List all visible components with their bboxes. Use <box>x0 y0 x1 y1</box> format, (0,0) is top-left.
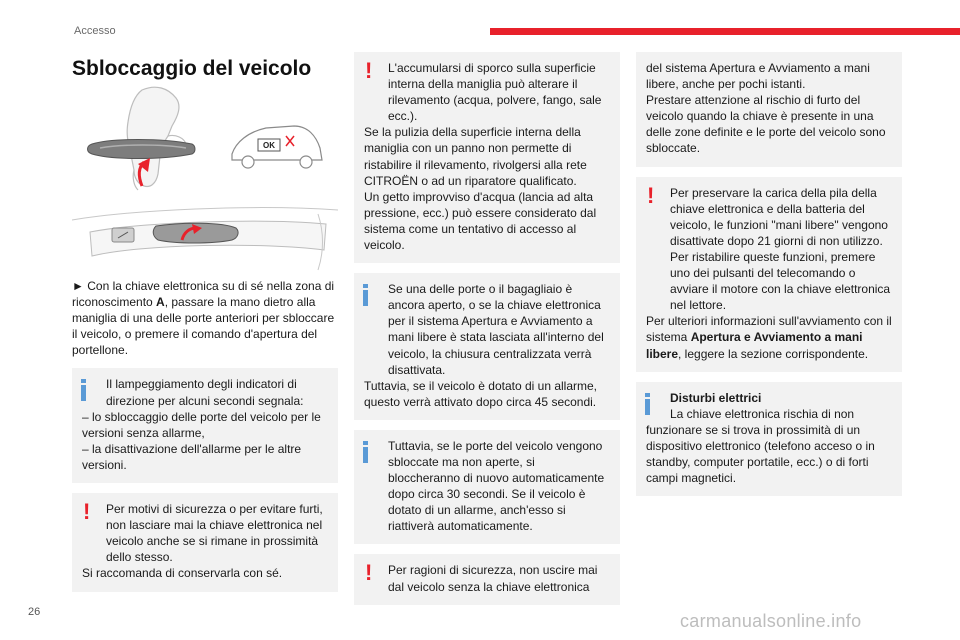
box-line: L'accumularsi di sporco sulla superficie interna della maniglia può alterare il rilevamento (acqua, polvere, fango, sale ecc.). <box>388 61 602 124</box>
box-line: Il lampeggiamento degli indicatori di direzione per alcuni secondi segnala: <box>106 377 304 408</box>
page-title: Sbloccaggio del veicolo <box>72 57 312 80</box>
section-label: Accesso <box>74 25 116 37</box>
box-line: La chiave elettronica rischia di non funzionare se si trova in prossimità di un dispositivo elettronico (telefono acceso o in standby, computer portatile, ecc.) o di forti campi magnetici. <box>646 406 875 486</box>
column-3 <box>636 52 902 506</box>
warning-icon: ! <box>83 499 91 525</box>
warning-icon: ! <box>365 58 373 83</box>
reference-text-post: , leggere la sezione corrispondente. <box>678 346 869 361</box>
box-line: Si raccomanda di conservarla con sé. <box>82 566 283 581</box>
badge-ok-text: OK <box>263 141 275 150</box>
box-line: – la disattivazione dell'allarme per le altre versioni. <box>82 441 302 472</box>
info-icon <box>645 393 650 415</box>
box-title-text: Disturbi elettrici <box>670 390 762 405</box>
warning-box-battery <box>636 177 902 372</box>
header-accent-bar <box>490 28 960 35</box>
intro-text-pre: Con la chiave elettronica su di sé nella zona di riconoscimento <box>72 279 335 310</box>
warning-icon: ! <box>365 560 373 586</box>
box-line: Se la pulizia della superficie interna della maniglia con un panno non permette di ristabilire il rilevamento, rivolgersi alla rete CITROËN o ad un riparatore qualificato. <box>364 125 587 188</box>
intro-paragraph <box>72 278 338 358</box>
info-box-electrical <box>636 382 902 497</box>
box-line: Per motivi di sicurezza o per evitare furti, non lasciare mai la chiave elettronica nel veicolo anche se si rimane in prossimità dello stesso. <box>106 502 323 565</box>
info-icon <box>81 379 86 401</box>
info-box-relock <box>354 430 620 545</box>
info-icon <box>363 284 368 306</box>
column-2 <box>354 52 620 615</box>
box-line: Un getto improvviso d'acqua (lancia ad alta pressione, ecc.) può essere considerato dal sistema come un tentativo di accesso al veicolo. <box>364 189 597 253</box>
info-box-indicators <box>72 368 338 483</box>
warning-box-continued <box>636 52 902 167</box>
box-line: Prestare attenzione al rischio di furto del veicolo quando la chiave è presente in una delle zone definite e le porte del veicolo sono sbloccate. <box>646 93 886 156</box>
box-title <box>646 390 892 406</box>
box-line: Tuttavia, se le porte del veicolo vengono sbloccate ma non aperte, si bloccheranno di nuovo automaticamente dopo circa 30 secondi. Se il veicolo è dotato di un allarme, anch'esso si riattiverà automaticamente. <box>388 438 605 534</box>
box-line: del sistema Apertura e Avviamento a mani libere, anche per pochi istanti. <box>646 61 870 92</box>
box-line: – lo sbloccaggio delle porte del veicolo per le versioni senza allarme, <box>82 409 321 440</box>
reference-bold: Apertura e Avviamento a mani libere <box>646 330 863 361</box>
page-number: 26 <box>28 606 41 618</box>
warning-box-dirt <box>354 52 620 263</box>
column-1 <box>72 82 338 602</box>
info-box-door-open <box>354 273 620 420</box>
reference-text-pre: Per ulteriori informazioni sull'avviamento con il sistema <box>646 314 892 345</box>
bullet-arrow: ► <box>72 279 84 293</box>
warning-box-safety <box>354 554 620 604</box>
warning-icon: ! <box>647 182 655 208</box>
door-handle-illustration <box>72 82 338 274</box>
box-line: Per ragioni di sicurezza, non uscire mai dal veicolo senza la chiave elettronica <box>388 563 598 594</box>
box-line: Se una delle porte o il bagagliaio è ancora aperto, o se la chiave elettronica per il sistema Apertura e Avviamento a mani libere è stata lasciata all'interno del veicolo, la chiusura centralizzata verrà disattivata. <box>388 282 604 377</box>
box-line: Tuttavia, se il veicolo è dotato di un allarme, questo verrà attivato dopo circa 45 secondi. <box>364 378 598 409</box>
watermark: carmanualsonline.info <box>680 611 862 631</box>
intro-text-bold: A <box>156 295 165 310</box>
zone-label: A <box>330 263 336 272</box>
box-line: Per preservare la carica della pila della chiave elettronica e della batteria del veicolo, le funzioni "mani libere" vengono disattivate dopo 21 giorni di non utilizzo. Per ristabilire queste funzioni, premere uno dei pulsanti del telecomando o avviare il motore con la chiave elettronica nel lettore. <box>670 185 891 313</box>
box-line-reference <box>646 313 892 361</box>
info-icon <box>363 441 368 463</box>
intro-text-post: , passare la mano dietro alla maniglia di una delle porte anteriori per sbloccare il veicolo, o premere il comando d'apertura del portellone. <box>72 295 335 358</box>
warning-box-key-theft <box>72 493 338 591</box>
